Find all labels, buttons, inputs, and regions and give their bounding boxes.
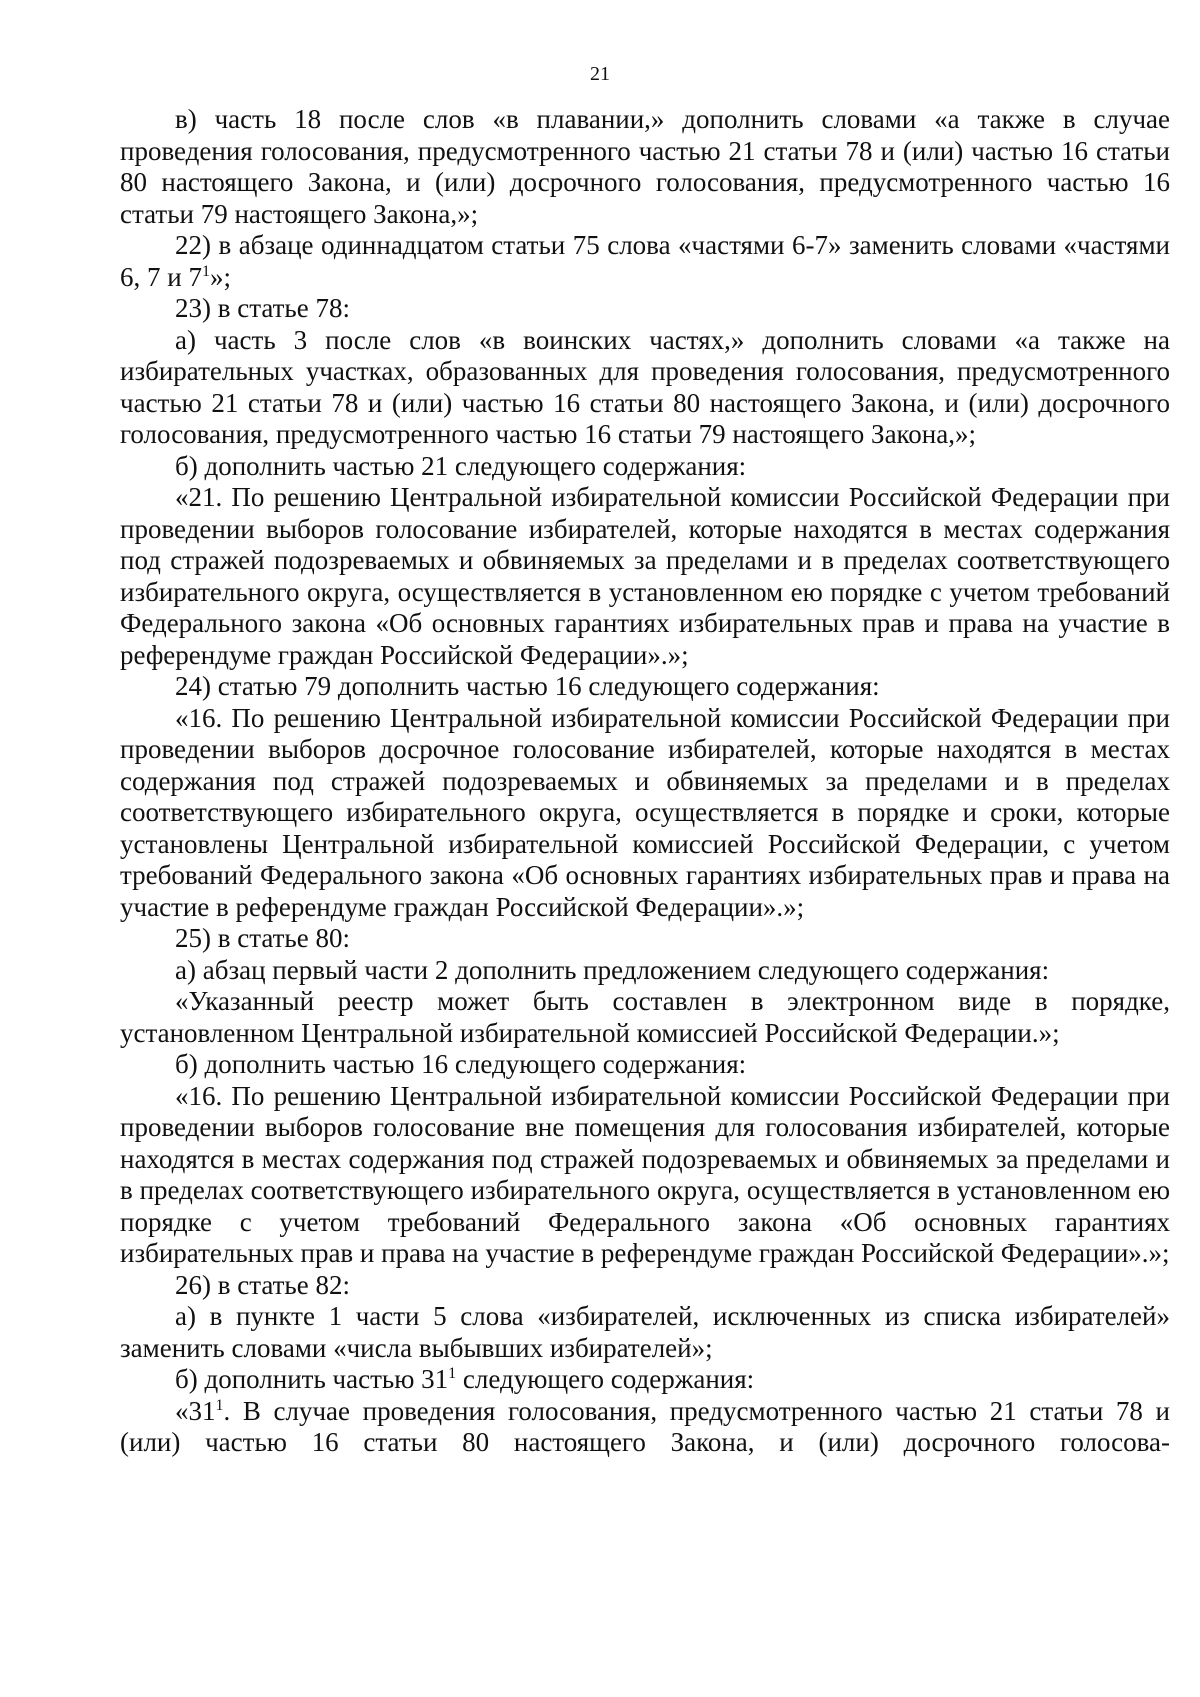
paragraph-item-25-a (120, 955, 1170, 987)
paragraph-text: «31 (175, 1395, 216, 1426)
paragraph-text: «21. По решению Центральной избирательной комиссии Российской Федерации при проведении выборов голосование избирателей, которые находятся в местах содержания под стражей подозреваемых и обвиняемых за пределами и в пределах соответствующего избирательного округа, осуществляется в установленном ею порядке с учетом требований Федерального закона «Об основных гарантиях избирательных прав и права на участие в референдуме граждан Российской Федерации».»; (120, 482, 1170, 670)
paragraph-amendment-v (120, 104, 1170, 230)
superscript: 1 (201, 262, 210, 280)
paragraph-quote-21 (120, 482, 1170, 671)
paragraph-text-tail: следующего содержания: (456, 1364, 755, 1394)
paragraph-text: «Указанный реестр может быть составлен в электронном виде в порядке, установленном Центральной избирательной комиссией Российской Федерации.»; (120, 986, 1170, 1048)
paragraph-text-tail: »; (209, 261, 231, 292)
paragraph-item-26 (120, 1270, 1170, 1302)
paragraph-item-25 (120, 923, 1170, 955)
page-number: 21 (590, 63, 610, 85)
paragraph-quote-16-art79 (120, 703, 1170, 924)
paragraph-item-26-a (120, 1301, 1170, 1364)
paragraph-quote-registry (120, 986, 1170, 1049)
paragraph-text: 25) в статье 80: (175, 923, 350, 953)
paragraph-item-23 (120, 293, 1170, 325)
paragraph-text: а) абзац первый части 2 дополнить предложением следующего содержания: (175, 954, 1050, 985)
superscript: 1 (215, 1396, 224, 1414)
paragraph-text-tail: . В случае проведения голосования, предусмотренного частью 21 статьи 78 и (или) частью 16 статьи 80 настоящего Закона, и (или) досрочного голосова- (120, 1395, 1170, 1457)
paragraph-text: 24) статью 79 дополнить частью 16 следующего содержания: (175, 671, 880, 701)
paragraph-item-23-a (120, 325, 1170, 451)
paragraph-item-22 (120, 230, 1170, 293)
paragraph-item-25-b (120, 1049, 1170, 1081)
paragraph-text: б) дополнить частью 21 следующего содержания: (175, 450, 747, 481)
paragraph-quote-16-art80 (120, 1081, 1170, 1270)
paragraph-item-24 (120, 671, 1170, 703)
paragraph-text: б) дополнить частью 31 (175, 1364, 449, 1394)
paragraph-item-23-b (120, 451, 1170, 483)
paragraph-text: б) дополнить частью 16 следующего содержания: (175, 1049, 747, 1079)
paragraph-text: 23) в статье 78: (175, 293, 350, 323)
paragraph-text: 26) в статье 82: (175, 1269, 350, 1300)
paragraph-text: «16. По решению Центральной избирательной комиссии Российской Федерации при проведении выборов досрочное голосование избирателей, которые находятся в местах содержания под стражей подозреваемых и обвиняемых за пределами и в пределах соответствующего избирательного округа, осуществляется в порядке и сроки, которые установлены Центральной избирательной комиссией Российской Федерации, с учетом требований Федерального закона «Об основных гарантиях избирательных прав и права на участие в референдуме граждан Российской Федерации».»; (120, 702, 1170, 922)
paragraph-quote-31-1 (120, 1396, 1170, 1459)
paragraph-item-26-b (120, 1364, 1170, 1396)
superscript: 1 (448, 1365, 457, 1382)
paragraph-text: «16. По решению Центральной избирательной комиссии Российской Федерации при проведении выборов голосование вне помещения для голосования избирателей, которые находятся в местах содержания под стражей подозреваемых и обвиняемых за пределами и в пределах соответствующего избирательного округа, осуществляется в установленном ею порядке с учетом требований Федерального закона «Об основных гарантиях избирательных прав и права на участие в референдуме граждан Российской Федерации».»; (120, 1080, 1170, 1268)
paragraph-text: а) в пункте 1 части 5 слова «избирателей, исключенных из списка избирателей» заменить словами «числа выбывших избирателей»; (120, 1301, 1170, 1363)
paragraph-text: а) часть 3 после слов «в воинских частях,» дополнить словами «а также на избирательных участках, образованных для проведения голосования, предусмотренного частью 21 статьи 78 и (или) частью 16 статьи 80 настоящего Закона, и (или) досрочного голосования, предусмотренного частью 16 статьи 79 настоящего Закона,»; (120, 324, 1170, 449)
paragraph-text: в) часть 18 после слов «в плавании,» дополнить словами «а также в случае проведения голосования, предусмотренного частью 21 статьи 78 и (или) частью 16 статьи 80 настоящего Закона, и (или) досрочного голосования, предусмотренного частью 16 статьи 79 настоящего Закона,»; (120, 104, 1170, 229)
document-body (120, 104, 1170, 1459)
paragraph-text: 22) в абзаце одиннадцатом статьи 75 слова «частями 6-7» заменить словами «частями 6, 7 и 7 (120, 230, 1170, 292)
